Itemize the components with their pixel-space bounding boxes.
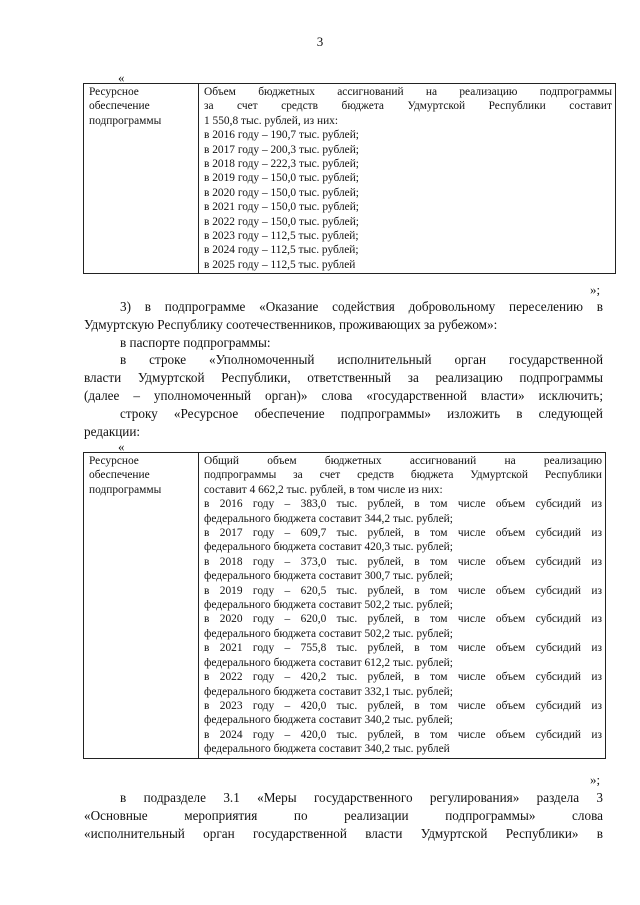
table1-year-line: в 2020 году – 150,0 тыс. рублей; bbox=[204, 186, 359, 199]
table2-year-line: в 2018 году – 373,0 тыс. рублей, в том числе объем субсидий из bbox=[204, 555, 602, 568]
paragraph1-line: строку «Ресурсное обеспечение подпрограммы» изложить в следующей bbox=[120, 405, 603, 421]
paragraph1-line: 3) в подпрограмме «Оказание содействия добровольному переселению в bbox=[120, 299, 603, 314]
table1-value-line: за счет средств бюджета Удмуртской Республики составит bbox=[204, 100, 612, 113]
table2-year-line: в 2024 году – 420,0 тыс. рублей, в том числе объем субсидий из bbox=[204, 728, 602, 741]
table1-value-line: 1 550,8 тыс. рублей, из них: bbox=[204, 114, 339, 127]
page-number: 3 bbox=[316, 34, 324, 49]
table1-year-line: в 2019 году – 150,0 тыс. рублей; bbox=[204, 172, 359, 185]
table2-year-line: в 2022 году – 420,2 тыс. рублей, в том числе объем субсидий из bbox=[204, 671, 602, 684]
table1-year-line: в 2024 году – 112,5 тыс. рублей; bbox=[204, 244, 359, 257]
open-quote-2: « bbox=[118, 439, 125, 454]
table1-label-cell bbox=[84, 84, 199, 274]
resource-table-1 bbox=[83, 83, 616, 274]
paragraph-2 bbox=[84, 789, 603, 842]
table2-subsidy-line: федерального бюджета составит 502,2 тыс. рублей; bbox=[204, 599, 453, 612]
table2-label-line: подпрограммы bbox=[89, 483, 162, 496]
table1-value-cell bbox=[199, 84, 616, 274]
table2-year-line: в 2020 году – 620,0 тыс. рублей, в том числе объем субсидий из bbox=[204, 613, 602, 626]
table1-year-line: в 2023 году – 112,5 тыс. рублей; bbox=[204, 230, 359, 243]
table2-label-cell bbox=[84, 453, 199, 759]
table1-year-line: в 2016 году – 190,7 тыс. рублей; bbox=[204, 129, 359, 142]
table2-value-line: подпрограммы за счет средств бюджета Удмуртской Республики bbox=[204, 469, 602, 482]
paragraph1-line: в паспорте подпрограммы: bbox=[120, 334, 271, 350]
table1-label-line: обеспечение bbox=[89, 100, 150, 113]
table2-subsidy-line: федерального бюджета составит 300,7 тыс. рублей; bbox=[204, 570, 453, 583]
table2-subsidy-line: федерального бюджета составит 612,2 тыс. рублей; bbox=[204, 656, 453, 669]
table2-year-line: в 2019 году – 620,5 тыс. рублей, в том числе объем субсидий из bbox=[204, 584, 602, 597]
table2-label-line: обеспечение bbox=[89, 469, 150, 482]
paragraph1-line: (далее – уполномоченный орган)» слова «государственной власти» исключить; bbox=[84, 387, 603, 403]
table2-subsidy-line: федерального бюджета составит 332,1 тыс. рублей; bbox=[204, 685, 453, 698]
close-mark-2: »; bbox=[590, 772, 601, 787]
paragraph1-line: в строке «Уполномоченный исполнительный орган государственной bbox=[120, 352, 603, 368]
table2-value-cell bbox=[199, 453, 606, 759]
table2-subsidy-line: федерального бюджета составит 420,3 тыс. рублей; bbox=[204, 541, 453, 554]
table2-year-line: в 2023 году – 420,0 тыс. рублей, в том числе объем субсидий из bbox=[204, 699, 602, 712]
table1-year-line: в 2018 году – 222,3 тыс. рублей; bbox=[204, 158, 359, 171]
paragraph2-line: «исполнительный орган государственной власти Удмуртской Республики» в bbox=[84, 825, 603, 841]
table2-label-line: Ресурсное bbox=[89, 455, 139, 467]
table1-value-line: Объем бюджетных ассигнований на реализацию подпрограммы bbox=[204, 86, 612, 98]
table1-year-line: в 2021 году – 150,0 тыс. рублей; bbox=[204, 201, 359, 214]
table2-value-line: Общий объем бюджетных ассигнований на реализацию bbox=[204, 455, 602, 467]
close-mark-1: »; bbox=[590, 282, 601, 297]
table2-year-line: в 2021 году – 755,8 тыс. рублей, в том числе объем субсидий из bbox=[204, 642, 602, 655]
table2-subsidy-line: федерального бюджета составит 340,2 тыс. рублей bbox=[204, 743, 450, 756]
table2-subsidy-line: федерального бюджета составит 344,2 тыс. рублей; bbox=[204, 512, 453, 525]
table1-label-line: Ресурсное bbox=[89, 86, 139, 98]
resource-table-2 bbox=[83, 452, 606, 759]
table1-year-line: в 2017 году – 200,3 тыс. рублей; bbox=[204, 143, 359, 156]
open-quote-1: « bbox=[118, 70, 125, 85]
table2-year-line: в 2017 году – 609,7 тыс. рублей, в том числе объем субсидий из bbox=[204, 527, 602, 540]
paragraph2-line: «Основные мероприятия по реализации подпрограммы» слова bbox=[84, 807, 603, 823]
table1-year-line: в 2025 году – 112,5 тыс. рублей bbox=[204, 258, 356, 271]
paragraph1-line: власти Удмуртской Республики, ответственный за реализацию подпрограммы bbox=[84, 370, 603, 386]
table2-year-line: в 2016 году – 383,0 тыс. рублей, в том числе объем субсидий из bbox=[204, 498, 602, 511]
paragraph2-line: в подразделе 3.1 «Меры государственного регулирования» раздела 3 bbox=[120, 790, 603, 805]
table2-subsidy-line: федерального бюджета составит 502,2 тыс. рублей; bbox=[204, 627, 453, 640]
table1-year-line: в 2022 году – 150,0 тыс. рублей; bbox=[204, 215, 359, 228]
table1-label-line: подпрограммы bbox=[89, 114, 162, 127]
paragraph-1 bbox=[84, 298, 603, 440]
paragraph1-line: Удмуртскую Республику соотечественников, проживающих за рубежом»: bbox=[84, 316, 498, 332]
table2-value-line: составит 4 662,2 тыс. рублей, в том числе из них: bbox=[204, 483, 443, 496]
paragraph1-line: редакции: bbox=[84, 423, 141, 439]
table2-subsidy-line: федерального бюджета составит 340,2 тыс. рублей; bbox=[204, 714, 453, 727]
